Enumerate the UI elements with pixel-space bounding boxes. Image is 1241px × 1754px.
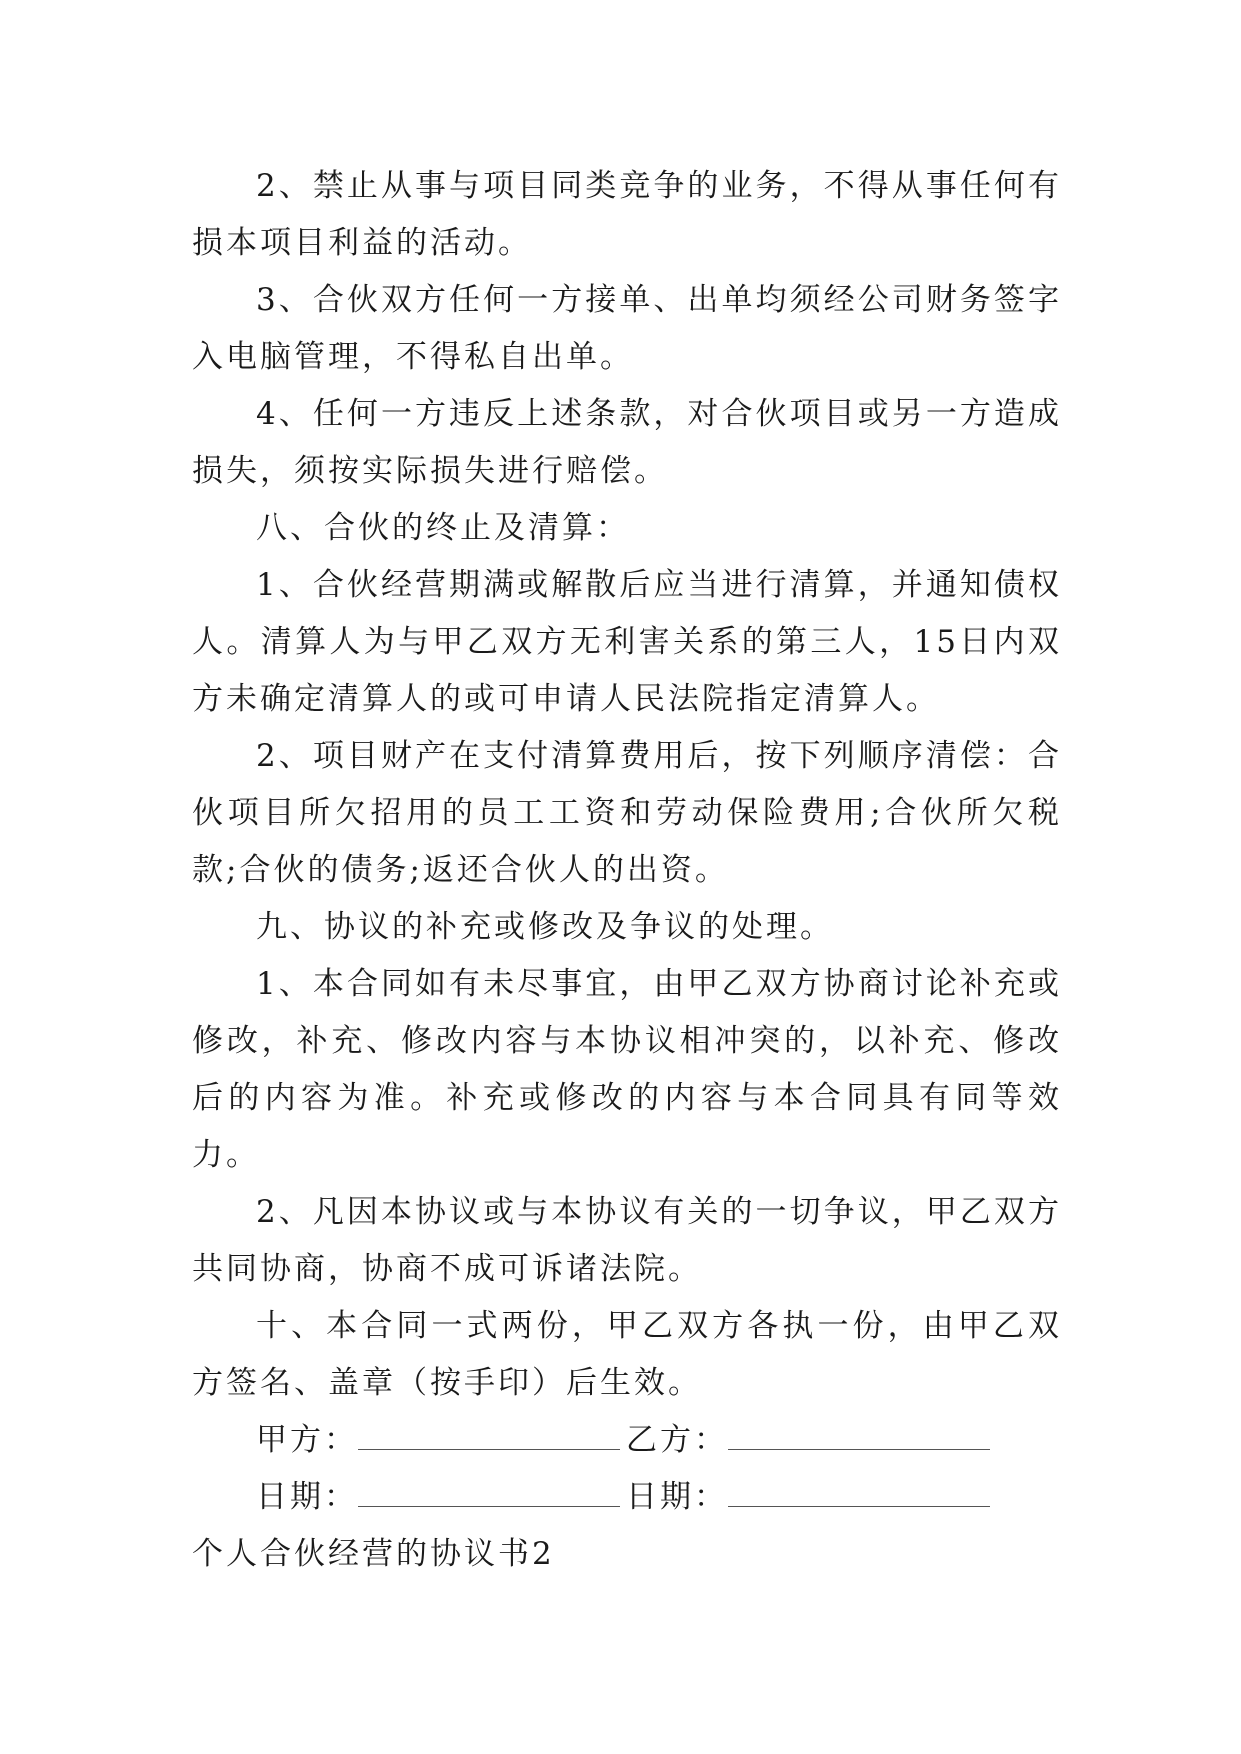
next-document-title: 个人合伙经营的协议书2 — [192, 1536, 555, 1572]
signature-row-parties — [192, 1412, 1062, 1469]
section-9-heading: 九、协议的补充或修改及争议的处理。 — [256, 909, 834, 945]
clause-7-2: 2、禁止从事与项目同类竞争的业务，不得从事任何有损本项目利益的活动。 — [192, 168, 1062, 261]
date-b-line — [728, 1480, 990, 1507]
party-b-label: 乙方： — [626, 1422, 728, 1458]
clause-8-2: 2、项目财产在支付清算费用后，按下列顺序清偿：合伙项目所欠招用的员工工资和劳动保险费用;合伙所欠税款;合伙的债务;返还合伙人的出资。 — [192, 738, 1062, 888]
date-b-label: 日期： — [626, 1479, 728, 1515]
party-a-signature-line — [358, 1423, 620, 1450]
date-a-label: 日期： — [256, 1479, 358, 1515]
clause-7-4: 4、任何一方违反上述条款，对合伙项目或另一方造成损失，须按实际损失进行赔偿。 — [192, 396, 1062, 489]
clause-7-3: 3、合伙双方任何一方接单、出单均须经公司财务签字入电脑管理，不得私自出单。 — [192, 282, 1062, 375]
clause-9-1: 1、本合同如有未尽事宜，由甲乙双方协商讨论补充或修改，补充、修改内容与本协议相冲突的，以补充、修改后的内容为准。补充或修改的内容与本合同具有同等效力。 — [192, 966, 1062, 1173]
section-8-heading: 八、合伙的终止及清算： — [256, 510, 630, 546]
signature-row-dates — [192, 1469, 1062, 1526]
clause-8-1: 1、合伙经营期满或解散后应当进行清算，并通知债权人。清算人为与甲乙双方无利害关系的第三人，15日内双方未确定清算人的或可申请人民法院指定清算人。 — [192, 567, 1062, 717]
date-a-line — [358, 1480, 620, 1507]
document-body — [192, 158, 1062, 1583]
clause-9-2: 2、凡因本协议或与本协议有关的一切争议，甲乙双方共同协商，协商不成可诉诸法院。 — [192, 1194, 1062, 1287]
party-b-signature-line — [728, 1423, 990, 1450]
section-10: 十、本合同一式两份，甲乙双方各执一份，由甲乙双方签名、盖章（按手印）后生效。 — [192, 1308, 1062, 1401]
party-a-label: 甲方： — [256, 1422, 358, 1458]
